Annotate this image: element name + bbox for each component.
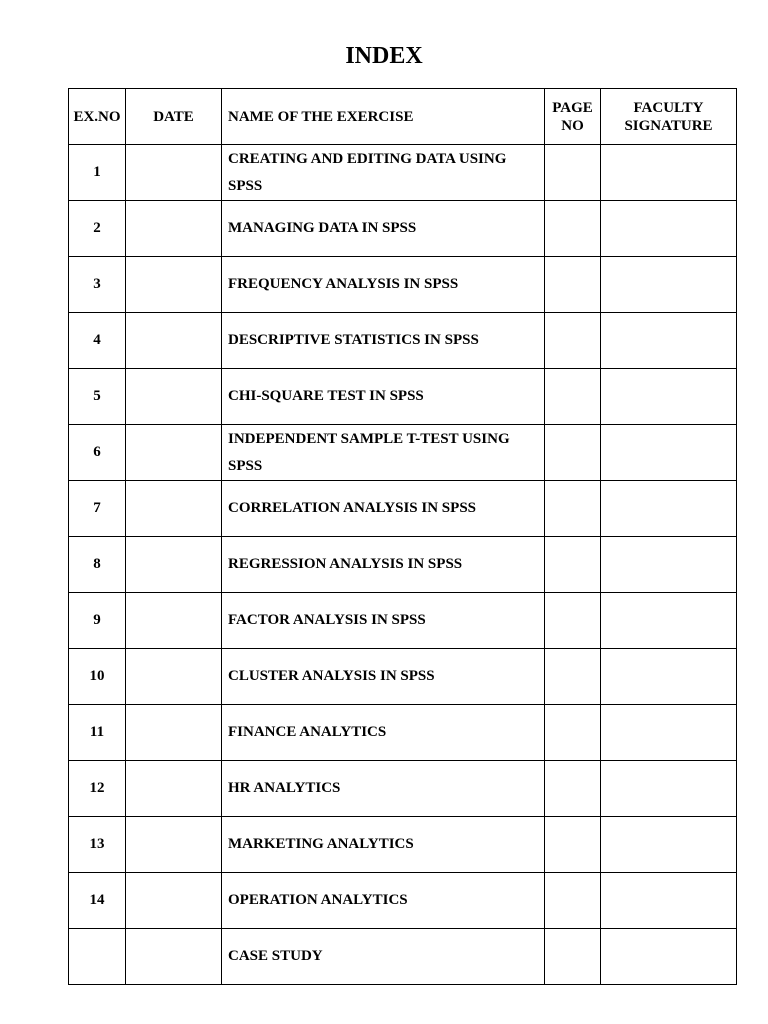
date-cell[interactable] [126,145,222,201]
exercise-name-cell: CLUSTER ANALYSIS IN SPSS [222,649,545,705]
faculty-signature-cell[interactable] [601,481,737,537]
exercise-name-cell: HR ANALYTICS [222,761,545,817]
table-row [69,593,737,649]
table-row [69,649,737,705]
table-row [69,537,737,593]
faculty-signature-cell[interactable] [601,313,737,369]
exercise-name-cell: MANAGING DATA IN SPSS [222,201,545,257]
exercise-name-cell: DESCRIPTIVE STATISTICS IN SPSS [222,313,545,369]
exno-cell: 4 [69,313,126,369]
date-cell[interactable] [126,425,222,481]
exercise-name-cell: REGRESSION ANALYSIS IN SPSS [222,537,545,593]
date-cell[interactable] [126,649,222,705]
faculty-signature-cell[interactable] [601,761,737,817]
table-row [69,761,737,817]
exercise-name-cell: MARKETING ANALYTICS [222,817,545,873]
page-no-cell[interactable] [545,817,601,873]
faculty-signature-cell[interactable] [601,537,737,593]
exercise-name-cell: INDEPENDENT SAMPLE T-TEST USING SPSS [222,425,545,481]
page-no-cell[interactable] [545,873,601,929]
faculty-signature-cell[interactable] [601,257,737,313]
exno-cell: 5 [69,369,126,425]
table-row [69,929,737,985]
header-exercise-name: NAME OF THE EXERCISE [222,89,545,145]
date-cell[interactable] [126,313,222,369]
faculty-signature-cell[interactable] [601,817,737,873]
header-date: DATE [126,89,222,145]
exno-cell: 8 [69,537,126,593]
page-no-cell[interactable] [545,593,601,649]
page-no-cell[interactable] [545,313,601,369]
faculty-signature-cell[interactable] [601,425,737,481]
exercise-name-cell: FREQUENCY ANALYSIS IN SPSS [222,257,545,313]
faculty-signature-cell[interactable] [601,145,737,201]
date-cell[interactable] [126,929,222,985]
index-table [68,88,737,985]
date-cell[interactable] [126,705,222,761]
exno-cell: 3 [69,257,126,313]
table-row [69,481,737,537]
faculty-signature-cell[interactable] [601,873,737,929]
exno-cell: 11 [69,705,126,761]
header-faculty-signature [601,89,737,145]
page-no-cell[interactable] [545,761,601,817]
exercise-name-cell: OPERATION ANALYTICS [222,873,545,929]
page-no-cell[interactable] [545,257,601,313]
header-page-no-line-1: PAGE [552,99,593,116]
date-cell[interactable] [126,817,222,873]
faculty-signature-cell[interactable] [601,705,737,761]
date-cell[interactable] [126,537,222,593]
exercise-name-cell: CORRELATION ANALYSIS IN SPSS [222,481,545,537]
faculty-signature-cell[interactable] [601,593,737,649]
page-no-cell[interactable] [545,201,601,257]
page-no-cell[interactable] [545,481,601,537]
date-cell[interactable] [126,481,222,537]
table-row [69,705,737,761]
exercise-name-cell: FINANCE ANALYTICS [222,705,545,761]
exno-cell: 14 [69,873,126,929]
table-row [69,873,737,929]
faculty-signature-cell[interactable] [601,649,737,705]
header-faculty-signature-line-2: SIGNATURE [624,117,713,134]
page-no-cell[interactable] [545,145,601,201]
table-row [69,425,737,481]
exno-cell: 13 [69,817,126,873]
date-cell[interactable] [126,201,222,257]
table-header-row [69,89,737,145]
exno-cell: 1 [69,145,126,201]
exno-cell: 2 [69,201,126,257]
header-page-no-line-2: NO [561,117,584,134]
table-row [69,145,737,201]
page-title: INDEX [345,43,423,69]
date-cell[interactable] [126,873,222,929]
header-exno: EX.NO [69,89,126,145]
table-row [69,257,737,313]
page-no-cell[interactable] [545,929,601,985]
table-body [69,145,737,985]
table-row [69,369,737,425]
header-page-no [545,89,601,145]
exno-cell: 6 [69,425,126,481]
page-no-cell[interactable] [545,369,601,425]
exercise-name-cell: CREATING AND EDITING DATA USING SPSS [222,145,545,201]
date-cell[interactable] [126,761,222,817]
page-no-cell[interactable] [545,425,601,481]
table-row [69,313,737,369]
exercise-name-cell: CASE STUDY [222,929,545,985]
faculty-signature-cell[interactable] [601,929,737,985]
page-no-cell[interactable] [545,705,601,761]
exno-cell: 9 [69,593,126,649]
header-faculty-signature-line-1: FACULTY [633,99,704,116]
date-cell[interactable] [126,593,222,649]
page-no-cell[interactable] [545,649,601,705]
date-cell[interactable] [126,369,222,425]
table-row [69,201,737,257]
exno-cell: 7 [69,481,126,537]
exercise-name-cell: FACTOR ANALYSIS IN SPSS [222,593,545,649]
faculty-signature-cell[interactable] [601,201,737,257]
faculty-signature-cell[interactable] [601,369,737,425]
page-no-cell[interactable] [545,537,601,593]
exno-cell: 10 [69,649,126,705]
date-cell[interactable] [126,257,222,313]
exno-cell: 12 [69,761,126,817]
table-row [69,817,737,873]
exercise-name-cell: CHI-SQUARE TEST IN SPSS [222,369,545,425]
exno-cell [69,929,126,985]
